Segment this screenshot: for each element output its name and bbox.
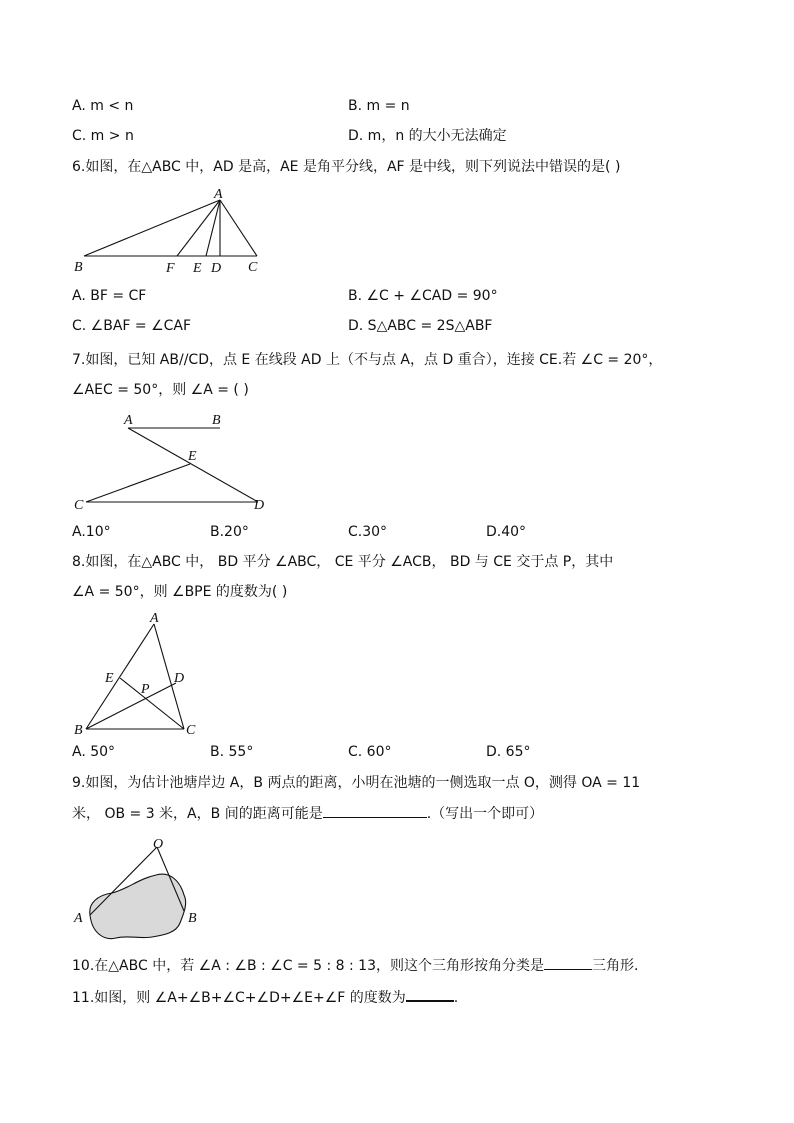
q7-option-b: B.20°	[210, 524, 249, 540]
q8-label-b: B	[74, 723, 83, 738]
q8-label-d: D	[174, 671, 185, 686]
q8-stem-line1: 8.如图，在△ABC 中， BD 平分 ∠ABC， CE 平分 ∠ACB， BD 与 CE 交于点 P，其中	[72, 554, 614, 570]
q5-option-d: D. m，n 的大小无法确定	[348, 128, 507, 144]
q9-label-a: A	[74, 911, 83, 926]
q8-label-c: C	[186, 723, 196, 738]
q5-option-b: B. m = n	[348, 98, 410, 114]
q8-bisector-figure	[72, 610, 212, 740]
q6-option-b: B. ∠C + ∠CAD = 90°	[348, 288, 498, 304]
q9-label-o: O	[153, 837, 164, 852]
q6-label-b: B	[74, 260, 83, 275]
q10-stem	[72, 955, 638, 976]
q7-label-e: E	[188, 449, 197, 464]
q6-label-d: D	[211, 261, 222, 276]
q10-stem-after-blank: 三角形.	[591, 958, 639, 974]
q6-option-d: D. S△ABC = 2S△ABF	[348, 318, 493, 334]
q7-stem-line2: ∠AEC = 50°，则 ∠A = ( )	[72, 382, 249, 398]
q9-stem-before-blank: 米， OB = 3 米，A，B 间的距离可能是	[72, 806, 323, 822]
q11-answer-blank[interactable]	[406, 986, 454, 1002]
q8-label-a: A	[150, 611, 159, 626]
q9-stem-line1: 9.如图，为估计池塘岸边 A，B 两点的距离，小明在池塘的一侧选取一点 O，测得 OA = 11	[72, 775, 641, 791]
q7-option-a: A.10°	[72, 524, 111, 540]
q6-triangle-figure	[72, 185, 272, 277]
q8-option-b: B. 55°	[210, 744, 254, 760]
q7-option-d: D.40°	[486, 524, 527, 540]
q11-stem-before-blank: 11.如图，则 ∠A+∠B+∠C+∠D+∠E+∠F 的度数为	[72, 990, 406, 1006]
q7-label-a: A	[124, 413, 133, 428]
q7-option-c: C.30°	[348, 524, 388, 540]
q7-label-c: C	[74, 498, 84, 513]
q6-stem: 6.如图，在△ABC 中，AD 是高，AE 是角平分线，AF 是中线，则下列说法中错误的是( )	[72, 159, 621, 175]
q8-option-a: A. 50°	[72, 744, 116, 760]
q5-option-a: A. m < n	[72, 98, 134, 114]
q8-label-e: E	[105, 671, 114, 686]
q6-label-a: A	[214, 187, 223, 202]
q6-option-c: C. ∠BAF = ∠CAF	[72, 318, 192, 334]
q8-stem-line2: ∠A = 50°，则 ∠BPE 的度数为( )	[72, 584, 288, 600]
q5-option-c: C. m > n	[72, 128, 134, 144]
q6-label-f: F	[166, 261, 175, 276]
q10-answer-blank[interactable]	[544, 955, 592, 970]
q8-option-c: C. 60°	[348, 744, 392, 760]
q7-parallel-figure	[72, 408, 282, 516]
q9-answer-blank[interactable]	[323, 803, 427, 818]
q7-stem-line1: 7.如图，已知 AB//CD，点 E 在线段 AD 上（不与点 A，点 D 重合），连接 CE.若 ∠C = 20°，	[72, 352, 663, 368]
q11-stem	[72, 986, 458, 1008]
q9-label-b: B	[188, 911, 197, 926]
q9-stem-line2	[72, 803, 543, 824]
q6-label-e: E	[193, 261, 202, 276]
q8-option-d: D. 65°	[486, 744, 531, 760]
q10-stem-before-blank: 10.在△ABC 中，若 ∠A : ∠B : ∠C = 5 : 8 : 13，则这个三角形按角分类是	[72, 958, 544, 974]
q11-stem-after-blank: .	[453, 990, 459, 1006]
q6-label-c: C	[248, 260, 258, 275]
q8-label-p: P	[141, 682, 150, 697]
q9-pond-figure	[72, 833, 212, 948]
q7-label-d: D	[254, 498, 265, 513]
q7-label-b: B	[212, 413, 221, 428]
q9-stem-after-blank: .（写出一个即可）	[426, 806, 544, 822]
q6-option-a: A. BF = CF	[72, 288, 147, 304]
